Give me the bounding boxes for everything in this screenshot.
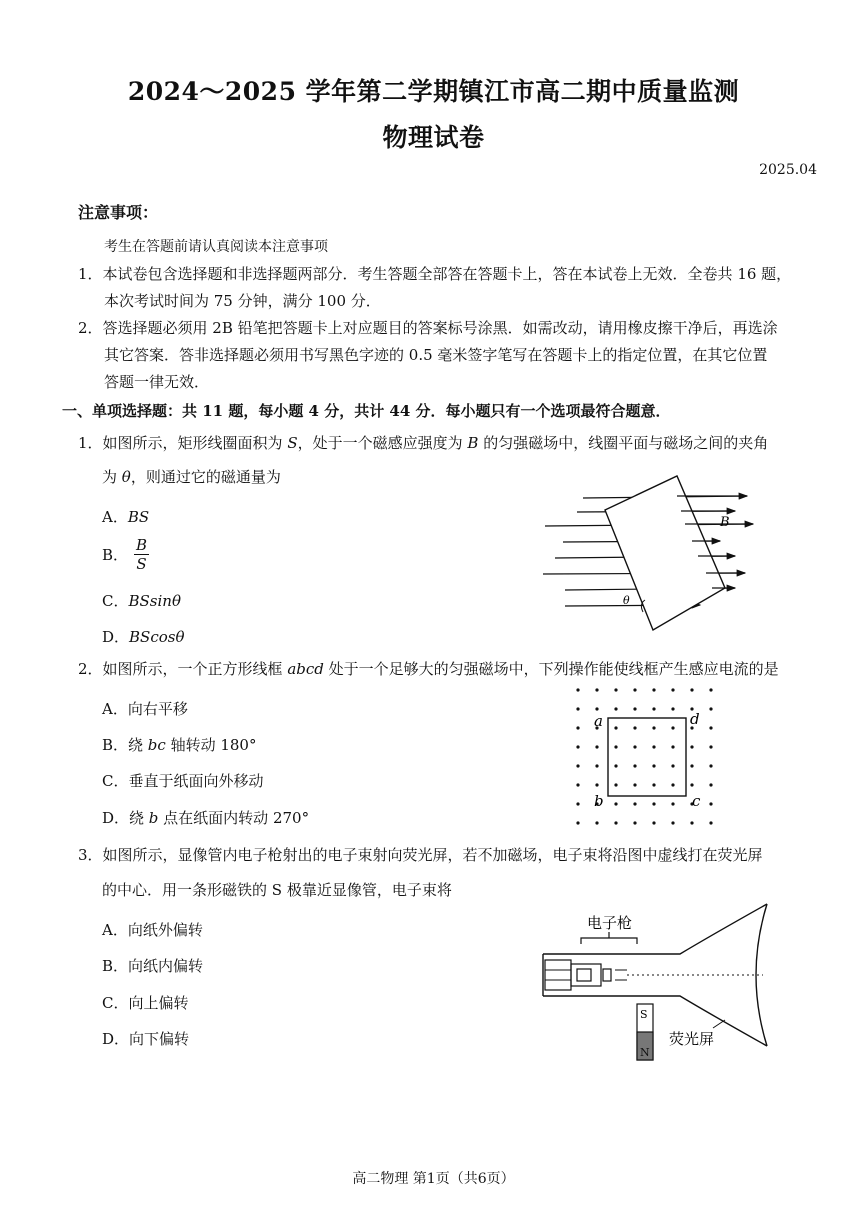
- tube-outline-bottom: [543, 996, 767, 1046]
- field-dot: [652, 707, 655, 710]
- q3-stem-line1: 3．如图所示，显像管内电子枪射出的电子束射向荧光屏，若不加磁场，电子束将沿图中虚线打在荧光屏: [78, 846, 763, 864]
- field-dot: [576, 726, 579, 729]
- q1-stem-line2: 为 θ，则通过它的磁通量为: [102, 468, 281, 486]
- field-dot: [709, 688, 712, 691]
- q2-option-d[interactable]: D．绕 b 点在纸面内转动 270°: [102, 809, 310, 827]
- field-dot: [709, 745, 712, 748]
- field-dot: [709, 707, 712, 710]
- field-dot: [652, 745, 655, 748]
- field-dot: [690, 745, 693, 748]
- gun-label: 电子枪: [587, 914, 633, 932]
- q2-option-b[interactable]: B．绕 bc 轴转动 180°: [102, 736, 257, 754]
- q3-stem-line2: 的中心．用一条形磁铁的 S 极靠近显像管，电子束将: [102, 881, 452, 899]
- field-dot: [633, 764, 636, 767]
- page-footer: 高二物理 第1页（共6页）: [352, 1171, 515, 1187]
- notice-item2-line3: 答题一律无效．: [104, 373, 210, 391]
- field-dot: [671, 764, 674, 767]
- field-dot: [709, 764, 712, 767]
- field-dot: [652, 764, 655, 767]
- field-dot: [633, 745, 636, 748]
- field-dot: [576, 707, 579, 710]
- field-dot: [652, 688, 655, 691]
- q3-option-d[interactable]: D．向下偏转: [102, 1030, 190, 1048]
- q3-option-b[interactable]: B．向纸内偏转: [102, 957, 204, 975]
- field-dot: [652, 726, 655, 729]
- field-dot: [652, 802, 655, 805]
- notice-item2-line1: 2．答选择题必须用 2B 铅笔把答题卡上对应题目的答案标号涂黑．如需改动，请用橡皮擦干净后，再选涂: [78, 319, 778, 337]
- field-dot: [595, 821, 598, 824]
- field-dot: [576, 821, 579, 824]
- q1-option-c[interactable]: C．BSsinθ: [102, 592, 181, 610]
- field-dot: [671, 726, 674, 729]
- field-dot: [709, 802, 712, 805]
- screen-label: 荧光屏: [669, 1030, 715, 1048]
- field-dot: [614, 726, 617, 729]
- field-dot: [614, 802, 617, 805]
- field-dot: [595, 783, 598, 786]
- field-dot: [671, 802, 674, 805]
- notice-heading: 注意事项：: [78, 203, 159, 222]
- q1-figure: [535, 466, 765, 636]
- field-dot: [652, 783, 655, 786]
- field-label-b: B: [720, 515, 730, 530]
- field-dot: [690, 783, 693, 786]
- field-dot: [576, 783, 579, 786]
- field-dot: [633, 783, 636, 786]
- corner-label-d: d: [690, 710, 700, 728]
- field-dot: [671, 821, 674, 824]
- field-dot: [595, 688, 598, 691]
- q1-option-b[interactable]: B． $\frac{B}{S}$: [102, 536, 148, 573]
- q1-option-a[interactable]: A．BS: [102, 508, 150, 526]
- exam-date: 2025.04: [759, 162, 817, 178]
- field-dot: [595, 707, 598, 710]
- magnet-n-label: N: [640, 1046, 650, 1059]
- q2-figure: [570, 682, 720, 834]
- field-dot: [671, 783, 674, 786]
- field-dot: [690, 764, 693, 767]
- q2-stem: 2．如图所示，一个正方形线框 abcd 处于一个足够大的匀强磁场中，下列操作能使线框产生感应电流的是: [78, 660, 779, 678]
- field-dot: [614, 821, 617, 824]
- corner-label-a: a: [594, 712, 603, 730]
- q2-option-c[interactable]: C．垂直于纸面向外移动: [102, 772, 264, 790]
- q3-option-a[interactable]: A．向纸外偏转: [102, 921, 203, 939]
- field-dot: [633, 707, 636, 710]
- fraction-b-over-s: $\frac{B}{S}$: [136, 536, 148, 573]
- field-dot: [614, 688, 617, 691]
- electron-gun-body: [545, 960, 571, 990]
- section-heading: 一、单项选择题：共 11 题，每小题 4 分，共计 44 分．每小题只有一个选项最符合题意．: [62, 402, 671, 420]
- tube-outline-top: [543, 904, 767, 954]
- field-dot: [709, 821, 712, 824]
- field-dot: [633, 688, 636, 691]
- field-dot: [633, 821, 636, 824]
- field-dot: [576, 688, 579, 691]
- field-dot: [633, 802, 636, 805]
- field-dot: [671, 707, 674, 710]
- corner-label-b: b: [594, 792, 604, 810]
- field-dot: [652, 821, 655, 824]
- magnet-s-label: S: [640, 1008, 648, 1021]
- field-dot: [614, 745, 617, 748]
- field-dot: [614, 783, 617, 786]
- field-dot: [690, 821, 693, 824]
- field-dot: [576, 802, 579, 805]
- angle-label-theta: θ: [623, 594, 630, 607]
- field-dot: [671, 745, 674, 748]
- q3-figure: [535, 896, 775, 1066]
- field-dot: [633, 726, 636, 729]
- field-dot: [614, 707, 617, 710]
- field-dot: [709, 726, 712, 729]
- notice-item1-line2: 本次考试时间为 75 分钟，满分 100 分．: [104, 292, 381, 310]
- corner-label-c: c: [692, 792, 701, 810]
- field-dot: [709, 783, 712, 786]
- field-dot: [595, 764, 598, 767]
- field-dot: [576, 745, 579, 748]
- field-dot: [690, 688, 693, 691]
- field-dot: [595, 745, 598, 748]
- notice-item1-line1: 1．本试卷包含选择题和非选择题两部分．考生答题全部答在答题卡上，答在本试卷上无效．全卷共 16 题，: [78, 265, 792, 283]
- notice-item2-line2: 其它答案．答非选择题必须用书写黑色字迹的 0.5 毫米签字笔写在答题卡上的指定位置，在其它位置: [104, 346, 768, 364]
- exam-subtitle: 物理试卷: [382, 123, 485, 152]
- q1-option-d[interactable]: D．BScosθ: [102, 628, 185, 646]
- notice-intro: 考生在答题前请认真阅读本注意事项: [104, 239, 328, 255]
- field-dot: [576, 764, 579, 767]
- exam-title: 2024～2025 学年第二学期镇江市高二期中质量监测: [127, 77, 740, 106]
- q3-option-c[interactable]: C．向上偏转: [102, 994, 189, 1012]
- q2-option-a[interactable]: A．向右平移: [102, 700, 188, 718]
- q1-stem-line1: 1．如图所示，矩形线圈面积为 S，处于一个磁感应强度为 B 的匀强磁场中，线圈平面与磁场之间的夹角: [78, 434, 769, 452]
- field-dot: [614, 764, 617, 767]
- field-dot: [671, 688, 674, 691]
